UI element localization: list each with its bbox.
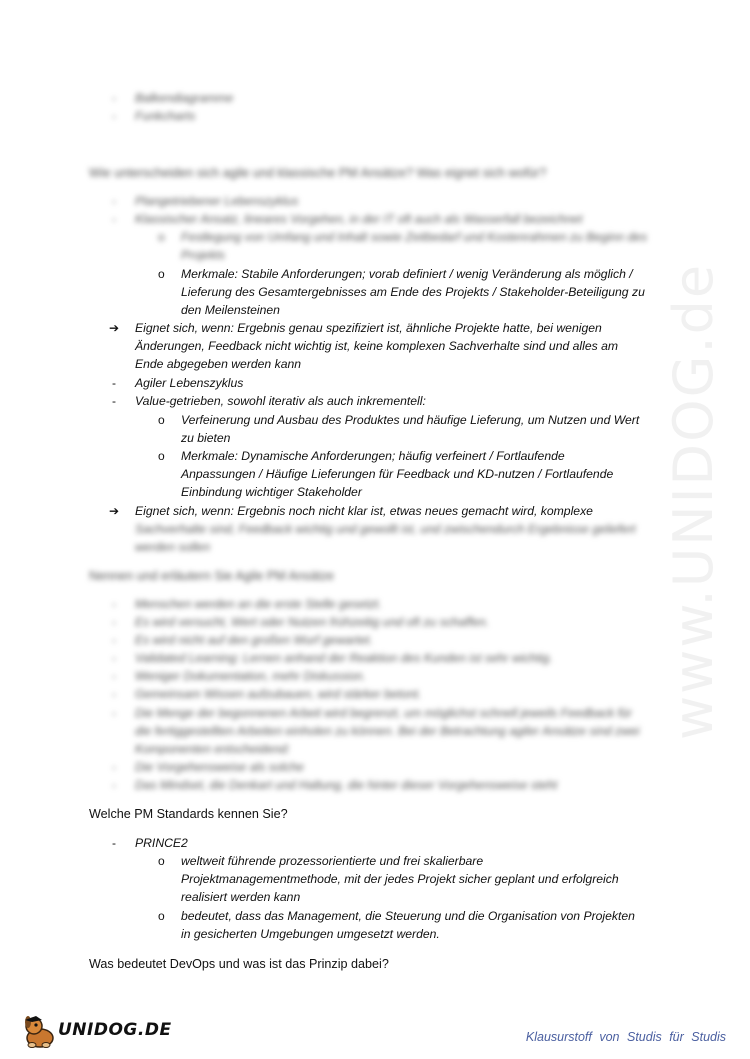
text-line: weltweit führende prozessorientierte und frei skalierbare — [181, 854, 484, 868]
blurred-question: Nennen und erläutern Sie Agile PM Ansätze — [89, 569, 335, 583]
blurred-line: Menschen werden an die erste Stelle gesetzt. — [135, 597, 382, 611]
bullet-circle: o — [158, 909, 165, 923]
bullet-circle: o — [158, 854, 165, 868]
bullet-dash: - — [112, 212, 116, 226]
bullet-dash: - — [112, 394, 116, 408]
blurred-line: Plangetriebener Lebenszyklus — [135, 194, 299, 208]
bullet-circle: o — [158, 267, 165, 281]
text-line: bedeutet, dass das Management, die Steuerung und die Organisation von Projekten — [181, 909, 635, 923]
bullet-dash: - — [112, 615, 116, 629]
watermark: www.UNIDOG.de — [662, 262, 725, 740]
bullet-dash: - — [112, 836, 116, 850]
text-line: Ende abgegeben werden kann — [135, 357, 302, 371]
footer-tagline: Klausurstoff von Studis für Studis — [525, 1030, 726, 1044]
blurred-line: Funkcharts — [135, 109, 196, 123]
question-heading: Welche PM Standards kennen Sie? — [89, 807, 288, 821]
blurred-line: Projekts — [181, 248, 226, 262]
bullet-dash: - — [112, 706, 116, 720]
blurred-line: werden sollen — [135, 540, 211, 554]
text-line: Merkmale: Dynamische Anforderungen; häufig verfeinert / Fortlaufende — [181, 449, 565, 463]
blurred-question: Wie unterscheiden sich agile und klassische PM Ansätze? Was eignet sich wofür? — [89, 166, 547, 180]
blurred-line: Validated Learning: Lernen anhand der Reaktion des Kunden ist sehr wichtig. — [135, 651, 553, 665]
bullet-circle: o — [158, 413, 165, 427]
blurred-line: Die Vorgehensweise als solche — [135, 760, 304, 774]
bullet-dash: - — [112, 194, 116, 208]
bullet-dash: - — [112, 376, 116, 390]
blurred-line: Festlegung von Umfang und Inhalt sowie Zeitbedarf und Kostenrahmen zu Beginn des — [181, 230, 648, 244]
blurred-line: Klassischer Ansatz, lineares Vorgehen, in der IT oft auch als Wasserfall bezeichnet — [135, 212, 583, 226]
blurred-line: die fertiggestellten Arbeiten einholen zu können. Bei der Betrachtung agiler Ansätze sind zwei — [135, 724, 640, 738]
bullet-dash: - — [112, 109, 116, 123]
text-line: Einbindung wichtiger Stakeholder — [181, 485, 362, 499]
bullet-dash: - — [112, 91, 116, 105]
text-line: Anpassungen / Häufige Lieferungen für Feedback und KD-nutzen / Fortlaufende — [181, 467, 614, 481]
dog-icon — [22, 1012, 62, 1052]
arrow-icon: ➔ — [109, 504, 120, 518]
bullet-circle: o — [158, 230, 165, 244]
text-line: Eignet sich, wenn: Ergebnis noch nicht klar ist, etwas neues gemacht wird, komplexe — [135, 504, 593, 518]
unidog-logo[interactable] — [22, 1012, 172, 1052]
logo-text: UNIDOG.DE — [58, 1020, 172, 1040]
text-line: Verfeinerung und Ausbau des Produktes und häufige Lieferung, um Nutzen und Wert — [181, 413, 640, 427]
bullet-dash: - — [112, 651, 116, 665]
blurred-line: Sachverhalte sind, Feedback wichtig und gewollt ist, und zwischendurch Ergebnisse geliefert — [135, 522, 636, 536]
text-line: Merkmale: Stabile Anforderungen; vorab definiert / wenig Veränderung als möglich / — [181, 267, 633, 281]
arrow-icon: ➔ — [109, 321, 120, 335]
bullet-dash: - — [112, 760, 116, 774]
text-line: Eignet sich, wenn: Ergebnis genau spezifiziert ist, ähnliche Projekte hatte, bei wenigen — [135, 321, 602, 335]
question-heading: Was bedeutet DevOps und was ist das Prinzip dabei? — [89, 957, 389, 971]
bullet-dash: - — [112, 669, 116, 683]
blurred-line: Gemeinsam Wissen aufzubauen, wird stärker betont. — [135, 687, 422, 701]
blurred-line: Komponenten entscheidend: — [135, 742, 291, 756]
blurred-line: Weniger Dokumentation, mehr Diskussion. — [135, 669, 366, 683]
text-line: realisiert werden kann — [181, 890, 301, 904]
text-line: zu bieten — [181, 431, 231, 445]
blurred-line: Die Menge der begonnenen Arbeit wird begrenzt, um möglichst schnell jeweils Feedback für — [135, 706, 632, 720]
bullet-circle: o — [158, 449, 165, 463]
bullet-dash: - — [112, 778, 116, 792]
text-line: Agiler Lebenszyklus — [135, 376, 244, 390]
text-line: Änderungen, Feedback nicht wichtig ist, keine komplexen Sachverhalte sind und alles am — [135, 339, 619, 353]
bullet-dash: - — [112, 687, 116, 701]
bullet-dash: - — [112, 597, 116, 611]
text-line: in gesicherten Umgebungen umgesetzt werden. — [181, 927, 440, 941]
text-line: den Meilensteinen — [181, 303, 280, 317]
blurred-line: Balkendiagramme — [135, 91, 234, 105]
bullet-dash: - — [112, 633, 116, 647]
blurred-line: Es wird nicht auf den großen Wurf gewartet. — [135, 633, 373, 647]
blurred-line: Das Mindset, die Denkart und Haltung, die hinter dieser Vorgehensweise steht — [135, 778, 558, 792]
text-line: Lieferung des Gesamtergebnisses am Ende des Projekts / Stakeholder-Beteiligung zu — [181, 285, 645, 299]
text-line: PRINCE2 — [135, 836, 188, 850]
text-line: Value-getrieben, sowohl iterativ als auch inkrementell: — [135, 394, 426, 408]
text-line: Projektmanagementmethode, mit der jedes Projekt sicher geplant und erfolgreich — [181, 872, 619, 886]
blurred-line: Es wird versucht, Wert oder Nutzen frühzeitig und oft zu schaffen. — [135, 615, 490, 629]
